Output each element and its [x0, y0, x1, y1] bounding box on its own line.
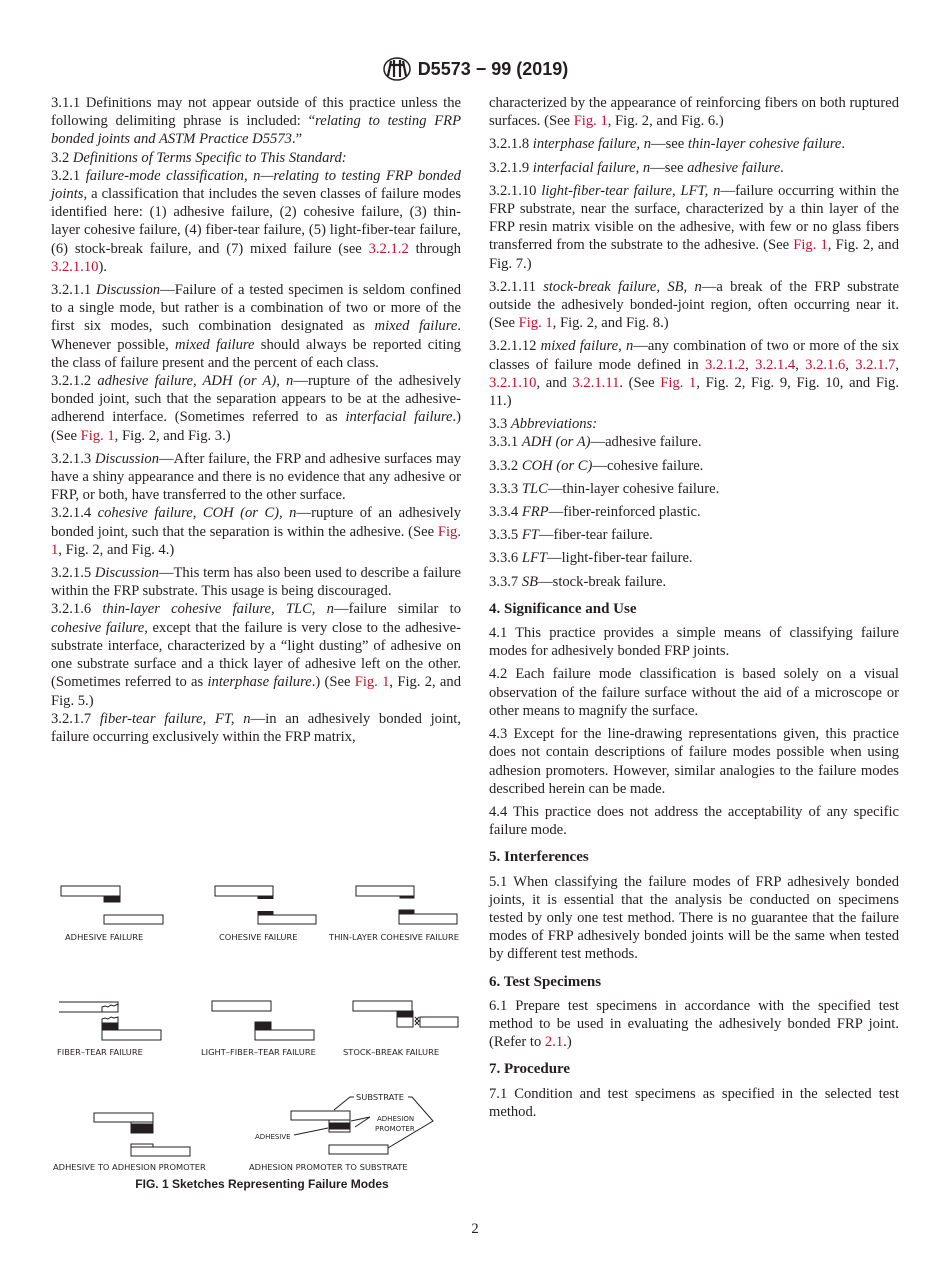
cross-reference-link[interactable]: 3.2.1.7: [855, 356, 896, 373]
italic-term: interphase failure: [207, 674, 312, 691]
paragraph: [489, 182, 899, 273]
paragraph: [489, 135, 899, 153]
paragraph: [489, 573, 899, 591]
cross-reference-link[interactable]: Fig. 1: [793, 237, 828, 254]
figure-1-failure-modes: [50, 875, 475, 1195]
text-run: ,: [795, 356, 806, 373]
paragraph: [51, 564, 461, 600]
text-run: —a break of the FRP substrate outside the adhesively bonded-joint region, often occurring near it. (See: [489, 278, 900, 332]
cross-reference-link[interactable]: Fig. 1: [573, 113, 608, 130]
cross-reference-link[interactable]: 3.2.1.4: [755, 356, 796, 373]
text-run: —see: [651, 136, 688, 153]
cross-reference-link[interactable]: Fig. 1: [80, 427, 115, 444]
text-run: 3.2: [51, 149, 73, 166]
paragraph: [489, 94, 899, 130]
italic-term: cohesive failure, COH (or C), n: [97, 505, 297, 522]
text-run: , Fig. 2, and Fig. 8.): [552, 315, 669, 332]
italic-term: adhesive failure, ADH (or A), n: [97, 373, 294, 390]
label-adhesive-to-adhesion-promoter: ADHESIVE TO ADHESION PROMOTER: [53, 1162, 206, 1172]
text-run: , Fig. 2, and Fig. 4.): [58, 541, 175, 558]
page-header: [0, 56, 950, 82]
text-run: 3.2.1.12: [489, 338, 541, 355]
text-run: through: [408, 240, 461, 257]
italic-term: mixed failure: [374, 318, 458, 335]
text-run: —failure occurring within the FRP substrate, near the surface, characterized by a thin layer of the FRP resin matrix visible on the adhesive, with few or no glass fibers transferred from the substrate to the adhesive. (See: [489, 182, 900, 254]
paragraph: [489, 873, 899, 964]
paragraph: [489, 159, 899, 177]
paragraph: [489, 457, 899, 475]
text-run: —rupture of an adhesively bonded joint, such that the separation is within the adhesive. (See: [51, 505, 461, 540]
cross-reference-link[interactable]: 2.1: [544, 1034, 564, 1051]
paragraph: [489, 337, 899, 410]
label-cohesive-failure: COHESIVE FAILURE: [219, 932, 298, 942]
text-run: , Fig. 2, and Fig. 3.): [114, 427, 231, 444]
text-run: 5.1 When classifying the failure modes of FRP adhesively bonded joints, it is essential that the analysis be conducted on specimens tested by only one test method. There is no guarantee that the failure modes of FRP adhesively bonded joints will be the same when tested by different test methods.: [489, 873, 899, 963]
text-run: 4.2 Each failure mode classification is based solely on a visual observation of the failure surface without the aid of a microscope or other means to magnify the surface.: [489, 666, 899, 719]
text-run: 3.3.6: [489, 550, 522, 567]
paragraph: [489, 278, 899, 333]
italic-term: Discussion: [96, 282, 161, 299]
text-run: .) (See: [51, 409, 461, 444]
section-heading: [489, 848, 899, 866]
label-thin-layer-cohesive-failure: THIN-LAYER COHESIVE FAILURE: [329, 932, 460, 942]
italic-term: FT: [521, 527, 539, 544]
text-run: 3.2.1: [51, 167, 86, 184]
text-run: —Failure of a tested specimen is seldom confined to a single mode, but rather is a combination of two or more of the first six modes, such combination designated as: [51, 282, 462, 335]
label-adhesive-failure: ADHESIVE FAILURE: [65, 932, 144, 942]
text-run: 3.3.2: [489, 457, 522, 474]
cross-reference-link[interactable]: 3.2.1.11: [572, 374, 620, 391]
paragraph: [489, 803, 899, 839]
paragraph: [489, 549, 899, 567]
callout-adhesion: ADHESION: [377, 1115, 415, 1123]
text-run: 3.3.5: [489, 527, 522, 544]
text-run: .”: [291, 131, 303, 148]
cross-reference-link[interactable]: 3.2.1.2: [368, 240, 409, 257]
paragraph: [51, 710, 461, 746]
cross-reference-link[interactable]: Fig. 1: [354, 674, 390, 691]
section-heading: [489, 600, 899, 618]
text-run: 5. Interferences: [489, 849, 589, 866]
text-run: 3.3.4: [489, 504, 522, 521]
text-run: 6.1 Prepare test specimens in accordance with the specified test method to be used in evaluating the adhesively bonded FRP joint. (Refer to: [489, 997, 899, 1051]
text-run: —fiber-reinforced plastic.: [548, 504, 701, 521]
italic-term: interphase failure, n: [532, 136, 652, 153]
text-run: , a classification that includes the seven classes of failure modes identified here: (1) adhesive failure, (2) cohesive failure, (3) thin-layer cohesive failure, (4) fiber-tear failure, (5) light-fiber-tear failure, (6) stock-break failure, and (7) mixed failure (see: [51, 186, 461, 257]
italic-term: Discussion: [94, 450, 159, 467]
text-run: . Whenever possible,: [51, 318, 461, 353]
italic-term: Definitions of Terms Specific to This Standard:: [72, 149, 347, 166]
text-run: 3.2.1.1: [51, 282, 97, 299]
cross-reference-link[interactable]: Fig. 1: [518, 315, 553, 332]
paragraph: [51, 167, 461, 276]
text-run: , Fig. 2, and Fig. 6.): [607, 113, 724, 130]
text-run: 3.2.1.4: [51, 505, 98, 522]
text-run: —any combination of two or more of the six classes of failure mode defined in: [489, 338, 900, 373]
text-run: 3.2.1.10: [489, 182, 542, 199]
section-heading: [489, 1060, 899, 1078]
cross-reference-link[interactable]: 3.2.1.10: [489, 374, 537, 391]
sketch-stock-break-failure: [353, 1001, 458, 1027]
paragraph: [51, 281, 461, 372]
text-run: ,: [845, 356, 856, 373]
paragraph: [489, 480, 899, 498]
text-run: ).: [98, 258, 107, 275]
text-run: —light-fiber-tear failure.: [547, 550, 693, 567]
callout-substrate: SUBSTRATE: [356, 1092, 404, 1102]
callout-promoter: PROMOTER: [375, 1125, 415, 1133]
text-run: 4.4 This practice does not address the acceptability of any specific failure mode.: [489, 803, 899, 839]
text-run: 3.3.7: [489, 573, 522, 590]
text-run: . (See: [619, 374, 661, 391]
text-run: , Fig. 2, Fig. 9, Fig. 10, and Fig. 11.): [489, 374, 899, 410]
paragraph: [51, 372, 461, 445]
italic-term: mixed failure, n: [540, 338, 634, 355]
sketch-adhesive-failure: [61, 886, 163, 924]
text-run: —failure similar to: [333, 601, 461, 618]
text-run: —fiber-tear failure.: [538, 527, 653, 544]
sketch-adhesive-to-adhesion-promoter: [94, 1113, 190, 1156]
italic-term: SB: [521, 573, 539, 590]
text-run: 3.1.1 Definitions may not appear outside of this practice unless the following delimiting phrase is included: “: [51, 95, 461, 130]
paragraph: [489, 526, 899, 544]
astm-logo-icon: [382, 56, 412, 82]
text-run: 3.2.1.5: [51, 565, 95, 582]
text-run: , Fig. 2, and Fig. 7.): [489, 237, 900, 272]
italic-term: failure-mode classification, n—relating to testing FRP bonded joints: [51, 167, 461, 203]
text-run: except that the failure is very close to the adhesive-substrate interface, characterized by a “light dusting” of adhesive on one substrate surface and a thick layer of adhesive left on the other. (Sometimes referred to as: [51, 619, 461, 691]
label-fiber-tear-failure: FIBER–TEAR FAILURE: [57, 1047, 143, 1057]
italic-term: adhesive failure: [687, 159, 781, 176]
italic-term: COH (or C): [521, 457, 593, 474]
italic-term: fiber-tear failure, FT, n: [99, 710, 251, 727]
text-run: .: [841, 136, 846, 153]
section-heading: [489, 973, 899, 991]
text-run: .: [780, 159, 784, 176]
text-run: —adhesive failure.: [590, 434, 702, 451]
cross-reference-link[interactable]: 3.2.1.2: [705, 356, 746, 373]
text-run: 7.1 Condition and test specimens as specified in the selected test method.: [489, 1085, 899, 1120]
text-run: 3.2.1.3: [51, 450, 95, 467]
text-run: 3.2.1.7: [51, 710, 100, 727]
sketch-thin-layer-cohesive-failure: [356, 886, 457, 924]
text-run: , and: [536, 374, 573, 391]
paragraph: [489, 665, 899, 720]
paragraph: [489, 415, 899, 433]
italic-term: mixed failure: [175, 336, 255, 353]
paragraph: [51, 94, 461, 149]
italic-term: thin-layer cohesive failure: [687, 136, 842, 153]
cross-reference-link[interactable]: Fig. 1: [660, 374, 697, 391]
italic-term: Abbreviations:: [510, 416, 598, 433]
italic-term: LFT: [521, 550, 547, 567]
paragraph: [489, 433, 899, 451]
text-run: 3.2.1.8: [489, 136, 533, 153]
sketch-cohesive-failure: [215, 886, 316, 924]
italic-term: relating to testing FRP bonded joints and ASTM Practice D5573: [51, 113, 462, 148]
paragraph: [51, 600, 461, 709]
italic-term: interfacial failure, n: [532, 159, 651, 176]
text-run: 4.1 This practice provides a simple means of classifying failure modes for adhesively bonded FRP joints.: [489, 625, 899, 660]
cross-reference-link[interactable]: 3.2.1.10: [51, 258, 99, 275]
italic-term: ADH (or A): [521, 434, 591, 451]
paragraph: [489, 725, 899, 798]
italic-term: TLC: [521, 480, 548, 497]
label-light-fiber-tear-failure: LIGHT–FIBER–TEAR FAILURE: [201, 1047, 316, 1057]
sketch-light-fiber-tear-failure: [212, 1001, 314, 1040]
paragraph: [489, 624, 899, 660]
italic-term: thin-layer cohesive failure, TLC, n: [102, 601, 334, 618]
text-run: 3.2.1.9: [489, 159, 533, 176]
text-run: ,: [745, 356, 756, 373]
text-run: —cohesive failure.: [592, 457, 704, 474]
text-run: should always be reported citing the class of failure present and the percent of each class.: [51, 336, 461, 371]
text-run: 6. Test Specimens: [489, 973, 602, 990]
paragraph: [489, 997, 899, 1052]
text-run: —rupture of the adhesively bonded joint, such that the separation appears to be at the adhesive-adherend interface. (Sometimes referred to as: [51, 373, 462, 426]
text-run: —in an adhesively bonded joint, failure occurring exclusively within the FRP matrix,: [51, 710, 461, 745]
text-run: 3.2.1.2: [51, 373, 98, 390]
sketch-fiber-tear-failure: [59, 1002, 161, 1040]
italic-term: stock-break failure, SB, n: [543, 278, 702, 295]
text-run: 3.3.1: [489, 434, 522, 451]
italic-term: Discussion: [94, 565, 159, 582]
text-run: 3.3.3: [489, 480, 522, 497]
text-run: characterized by the appearance of reinforcing fibers on both ruptured surfaces. (See: [489, 95, 899, 130]
paragraph: [51, 504, 461, 559]
text-run: —see: [650, 159, 688, 176]
paragraph: [51, 450, 461, 505]
label-adhesion-promoter-to-substrate: ADHESION PROMOTER TO SUBSTRATE: [249, 1162, 408, 1172]
text-run: .) (See: [311, 674, 355, 691]
paragraph: [51, 149, 461, 167]
text-run: 7. Procedure: [489, 1061, 571, 1078]
text-run: ,: [895, 356, 900, 373]
standard-designation: D5573 − 99 (2019): [417, 58, 569, 79]
callout-adhesive: ADHESIVE: [255, 1133, 291, 1141]
page-number: 2: [471, 1221, 479, 1237]
text-run: , Fig. 2, and Fig. 5.): [51, 674, 461, 709]
text-run: —This term has also been used to describe a failure within the FRP substrate. This usage is being discouraged.: [51, 565, 461, 600]
text-run: 3.2.1.6: [51, 601, 103, 618]
text-run: —stock-break failure.: [538, 573, 667, 590]
cross-reference-link[interactable]: Fig. 1: [51, 523, 461, 558]
text-run: 3.2.1.11: [489, 278, 544, 295]
paragraph: [489, 503, 899, 521]
right-column: [489, 94, 899, 1126]
label-stock-break-failure: STOCK–BREAK FAILURE: [343, 1047, 440, 1057]
paragraph: [489, 1085, 899, 1121]
text-run: —After failure, the FRP and adhesive surfaces may have a shiny appearance and there is no evidence that any adhesive or FRP, or both, have transferred to the other surface.: [51, 450, 462, 504]
italic-term: cohesive failure,: [51, 619, 148, 636]
text-run: 4.3 Except for the line-drawing representations given, this practice does not contain descriptions of failure modes possible when using adhesion promoters. However, similar analogies to the failure modes described herein can be made.: [489, 726, 899, 797]
figure-caption: FIG. 1 Sketches Representing Failure Modes: [135, 1177, 389, 1191]
italic-term: FRP: [521, 504, 549, 521]
left-column: [51, 94, 461, 746]
cross-reference-link[interactable]: 3.2.1.6: [805, 356, 846, 373]
text-run: 4. Significance and Use: [489, 600, 637, 617]
text-run: —thin-layer cohesive failure.: [547, 480, 720, 497]
text-run: 3.3: [489, 416, 511, 433]
italic-term: light-fiber-tear failure, LFT, n: [541, 182, 721, 199]
italic-term: interfacial failure: [345, 409, 453, 426]
text-run: .): [563, 1034, 572, 1051]
